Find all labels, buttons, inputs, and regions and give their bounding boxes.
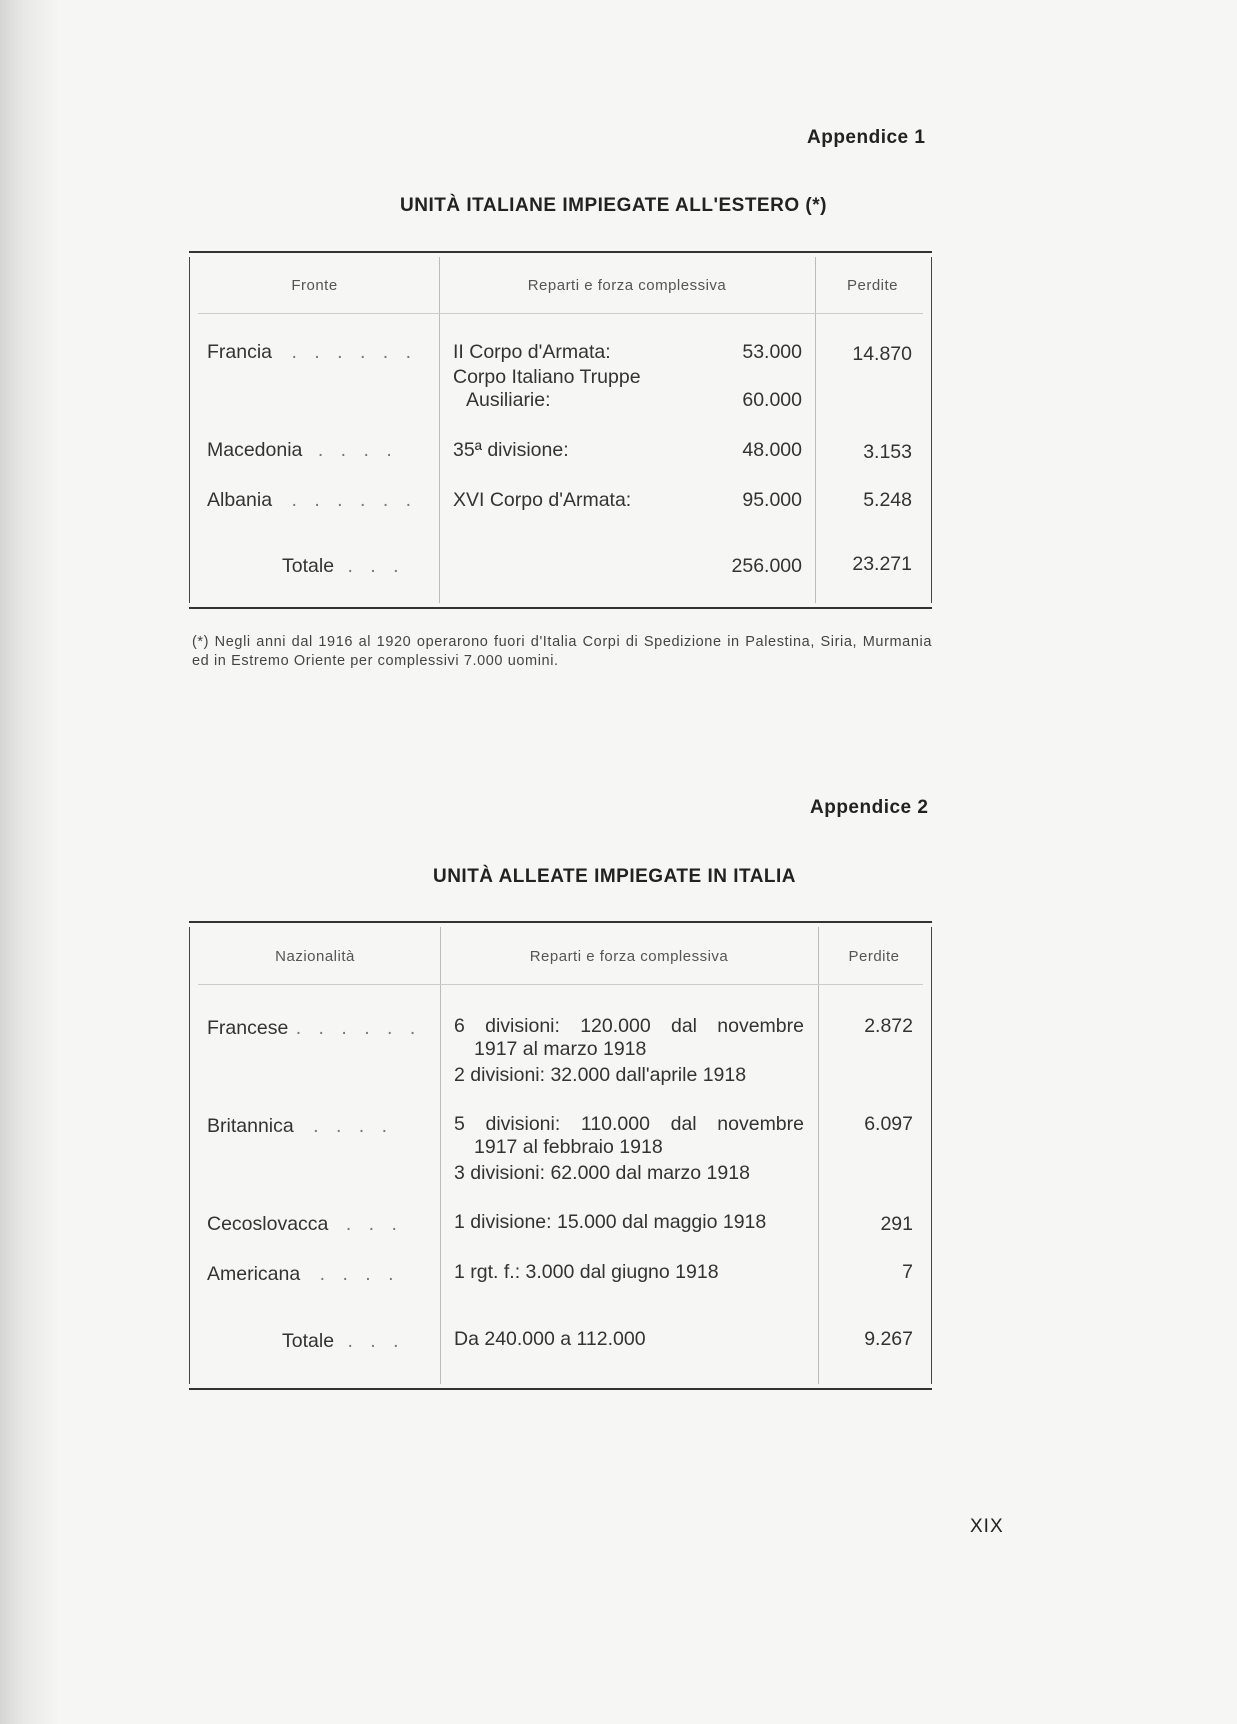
- header-rule: [198, 313, 923, 314]
- footnote: (*) Negli anni dal 1916 al 1920 operarono fuori d'Italia Corpi di Spedizione in Palestina, Siria, Murmania ed in Estremo Oriente per complessivi 7.000 uomini.: [192, 634, 932, 669]
- row-nation-britannica: [207, 1115, 393, 1138]
- front-label: Macedonia: [207, 439, 303, 461]
- appendix-2-label: Appendice 2: [810, 797, 929, 818]
- appendix-2-title: UNITÀ ALLEATE IMPIEGATE IN ITALIA: [432, 866, 797, 887]
- header-perdite: Perdite: [848, 948, 900, 965]
- row-front-francia: [207, 341, 417, 364]
- header-fronte: Fronte: [291, 277, 338, 294]
- losses-value: 3.153: [863, 441, 912, 463]
- unit-line: 1 rgt. f.: 3.000 dal giugno 1918: [454, 1261, 719, 1283]
- unit-line: 3 divisioni: 62.000 dal marzo 1918: [454, 1162, 750, 1184]
- front-label: Francia: [207, 341, 273, 363]
- nation-label: Francese: [207, 1017, 289, 1039]
- leader-dots: . . .: [347, 1330, 405, 1352]
- leader-dots: . . . .: [313, 1115, 394, 1137]
- column-divider: [818, 927, 819, 1384]
- losses-value: 7: [902, 1261, 913, 1283]
- row-nation-francese: [207, 1017, 421, 1040]
- unit-text: 35ª divisione:: [453, 439, 569, 461]
- scan-shadow: [0, 0, 60, 1724]
- page-number: XIX: [970, 1516, 1004, 1537]
- nation-label: Cecoslovacca: [207, 1213, 329, 1235]
- leader-dots: . . .: [345, 1213, 403, 1235]
- row-front-macedonia: [207, 439, 398, 462]
- table-frame: [189, 927, 932, 1384]
- leader-dots: . . . . . .: [291, 489, 418, 511]
- header-reparti: Reparti e forza complessiva: [529, 948, 729, 965]
- unit-line: 1917 al febbraio 1918: [474, 1136, 663, 1158]
- appendix-1-title: UNITÀ ITALIANE IMPIEGATE ALL'ESTERO (*): [400, 195, 827, 216]
- unit-text: XVI Corpo d'Armata:: [453, 489, 632, 511]
- unit-line: 5 divisioni: 110.000 dal novembre: [454, 1113, 804, 1135]
- losses-value: 5.248: [863, 489, 912, 511]
- column-divider: [439, 257, 440, 603]
- unit-line: 1 divisione: 15.000 dal maggio 1918: [454, 1211, 767, 1233]
- leader-dots: . . . .: [317, 439, 398, 461]
- losses-value: 2.872: [864, 1015, 913, 1037]
- nation-label: Americana: [207, 1263, 301, 1285]
- losses-value: 291: [880, 1213, 913, 1235]
- table-frame: [189, 257, 932, 603]
- table-allied-units: [189, 921, 932, 1390]
- total-losses: 9.267: [864, 1328, 913, 1350]
- header-reparti: Reparti e forza complessiva: [527, 277, 727, 294]
- front-label: Albania: [207, 489, 273, 511]
- row-nation-cecoslovacca: [207, 1213, 403, 1236]
- unit-value: 60.000: [742, 389, 802, 411]
- unit-value: 95.000: [742, 489, 802, 511]
- table-italian-units: [189, 251, 932, 609]
- unit-value: 53.000: [742, 341, 802, 363]
- losses-value: 14.870: [852, 343, 912, 365]
- header-perdite: Perdite: [846, 277, 899, 294]
- leader-dots: . . . .: [319, 1263, 400, 1285]
- header-rule: [198, 984, 923, 985]
- total-value: 256.000: [731, 555, 802, 577]
- unit-text: II Corpo d'Armata:: [453, 341, 611, 363]
- total-row-label: [282, 555, 405, 578]
- leader-dots: . . . . . .: [295, 1017, 422, 1039]
- leader-dots: . . .: [347, 555, 405, 577]
- total-label: Totale: [282, 1330, 335, 1352]
- total-label: Totale: [282, 555, 335, 577]
- unit-line: 6 divisioni: 120.000 dal novembre: [454, 1015, 804, 1037]
- row-front-albania: [207, 489, 417, 512]
- column-divider: [815, 257, 816, 603]
- unit-line: 1917 al marzo 1918: [474, 1038, 647, 1060]
- losses-value: 6.097: [864, 1113, 913, 1135]
- total-losses: 23.271: [852, 553, 912, 575]
- unit-value: 48.000: [742, 439, 802, 461]
- leader-dots: . . . . . .: [291, 341, 418, 363]
- unit-text: Corpo Italiano Truppe: [453, 366, 641, 388]
- appendix-1-label: Appendice 1: [807, 127, 926, 148]
- row-nation-americana: [207, 1263, 400, 1286]
- total-row-label: [282, 1330, 405, 1353]
- unit-line: 2 divisioni: 32.000 dall'aprile 1918: [454, 1064, 747, 1086]
- column-divider: [440, 927, 441, 1384]
- header-nazionalita: Nazionalità: [275, 948, 355, 965]
- total-value: Da 240.000 a 112.000: [454, 1328, 646, 1350]
- unit-text: Ausiliarie:: [466, 389, 551, 411]
- nation-label: Britannica: [207, 1115, 294, 1137]
